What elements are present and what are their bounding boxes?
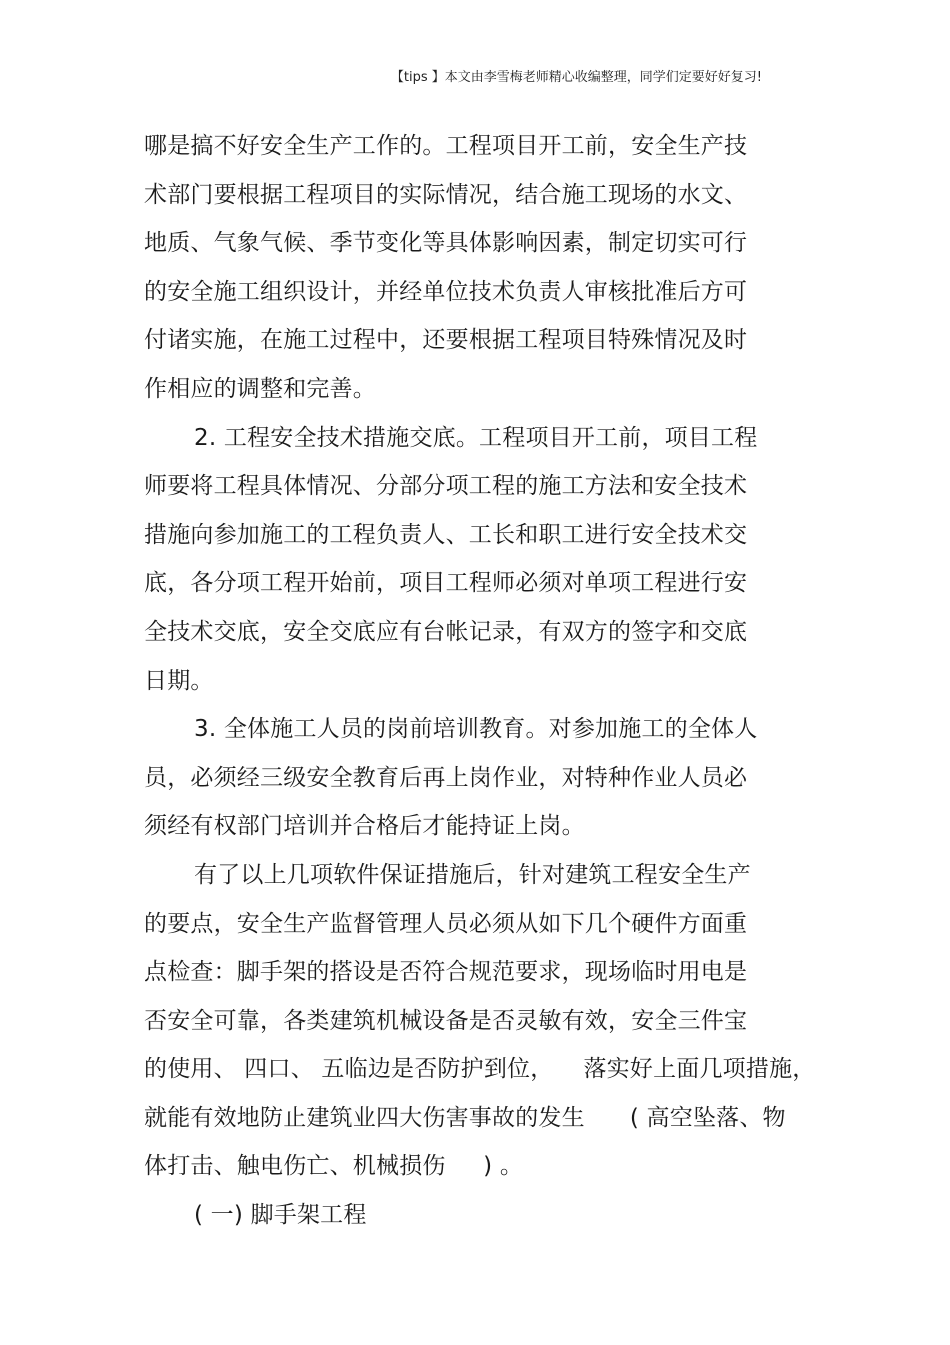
text-line: 师要将工程具体情况、分部分项工程的施工方法和安全技术 — [144, 473, 748, 500]
text-line: 底，各分项工程开始前，项目工程师必须对单项工程进行安 — [144, 570, 748, 597]
text-line: 的使用、 四口、 五临边是否防护到位， 落实好上面几项措施， — [144, 1056, 816, 1083]
text-line: ( 一) 脚手架工程 — [194, 1202, 367, 1229]
text-line: 全技术交底，安全交底应有台帐记录，有双方的签字和交底 — [144, 618, 748, 645]
header-tip: 【tips 】本文由李雪梅老师精心收编整理，同学们定要好好复习! — [390, 70, 762, 85]
text-line: 否安全可靠，各类建筑机械设备是否灵敏有效，安全三件宝 — [144, 1007, 748, 1034]
text-line: 3. 全体施工人员的岗前培训教育。对参加施工的全体人 — [194, 716, 758, 743]
text-line: 就能有效地防止建筑业四大伤害事故的发生 ( 高空坠落、物 — [144, 1104, 786, 1131]
text-line: 作相应的调整和完善。 — [144, 375, 376, 402]
text-line: 的安全施工组织设计，并经单位技术负责人审核批准后方可 — [144, 278, 748, 305]
text-line: 体打击、触电伤亡、机械损伤 ) 。 — [144, 1153, 524, 1180]
text-line: 须经有权部门培训并合格后才能持证上岗。 — [144, 813, 585, 840]
text-line: 的要点，安全生产监督管理人员必须从如下几个硬件方面重 — [144, 910, 748, 937]
text-line: 措施向参加施工的工程负责人、工长和职工进行安全技术交 — [144, 521, 748, 548]
text-line: 术部门要根据工程项目的实际情况，结合施工现场的水文、 — [144, 181, 748, 208]
text-line: 日期。 — [144, 667, 214, 694]
text-line: 地质、气象气候、季节变化等具体影响因素，制定切实可行 — [144, 230, 748, 257]
text-line: 员，必须经三级安全教育后再上岗作业，对特种作业人员必 — [144, 764, 748, 791]
text-line: 2. 工程安全技术措施交底。工程项目开工前，项目工程 — [194, 424, 758, 451]
text-line: 有了以上几项软件保证措施后，针对建筑工程安全生产 — [194, 861, 751, 888]
text-line: 点检查：脚手架的搭设是否符合规范要求，现场临时用电是 — [144, 959, 748, 986]
text-line: 哪是搞不好安全生产工作的。工程项目开工前，安全生产技 — [144, 133, 748, 159]
document-body — [144, 128, 816, 1246]
text-line: 付诸实施，在施工过程中，还要根据工程项目特殊情况及时 — [144, 327, 748, 354]
